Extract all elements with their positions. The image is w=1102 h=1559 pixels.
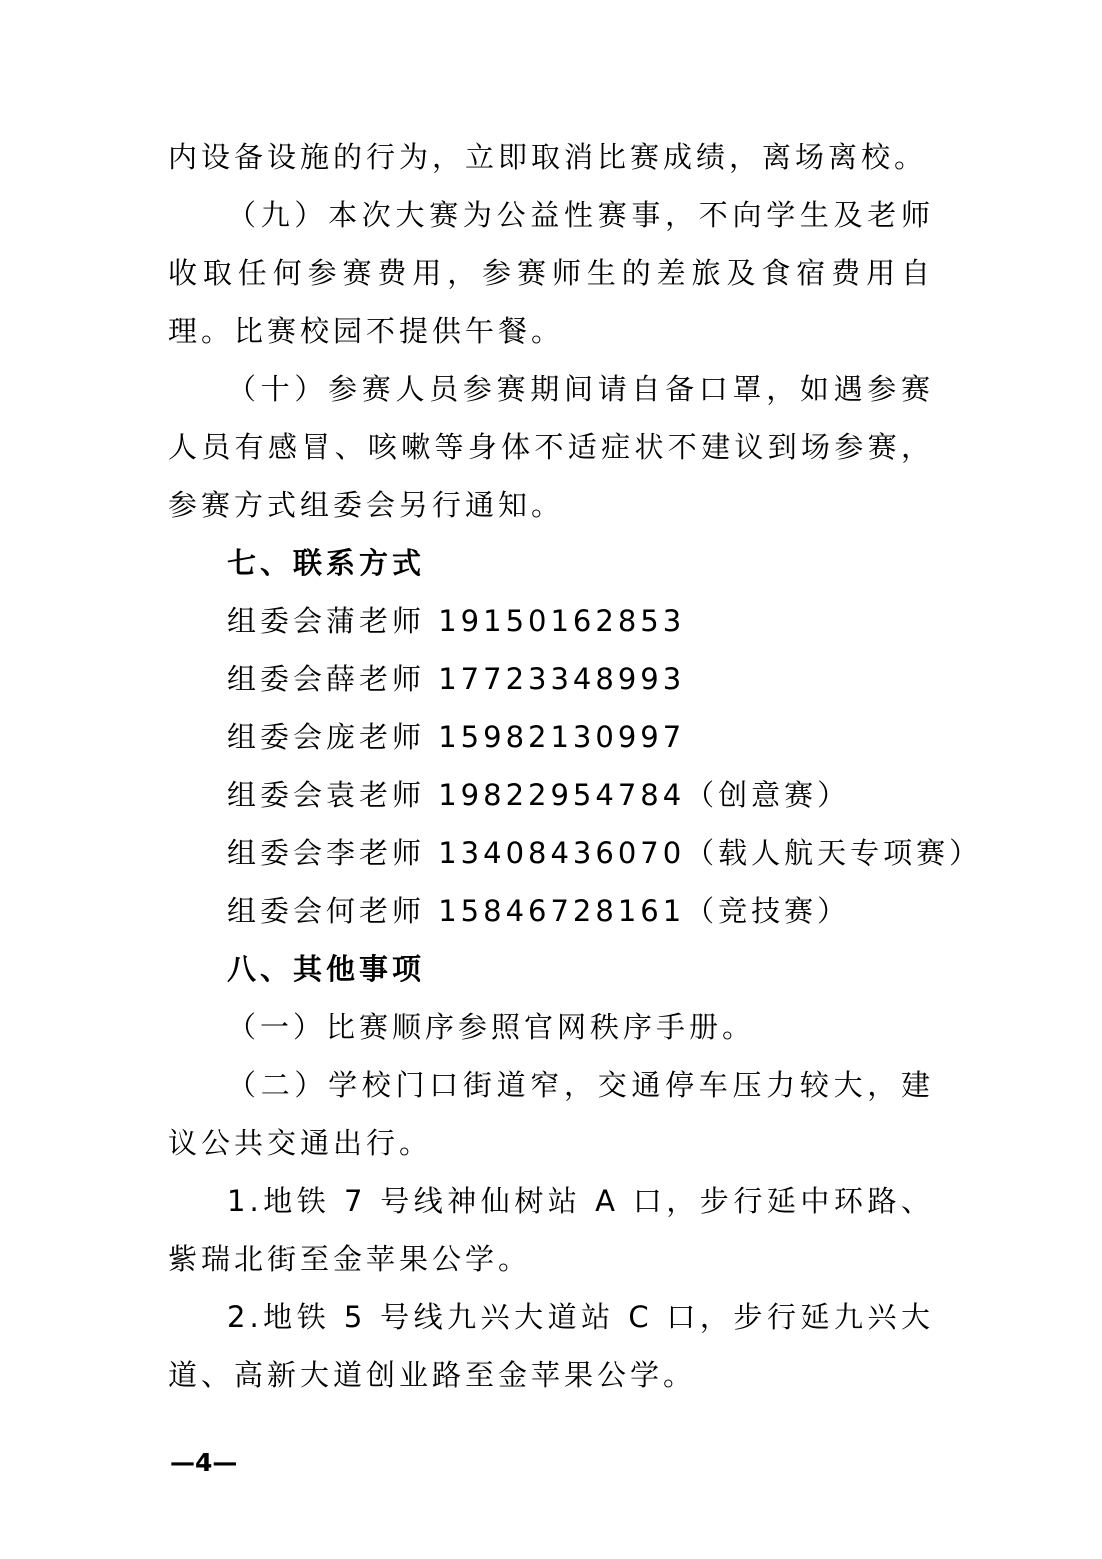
item-nine-paragraph: （九）本次大赛为公益性赛事，不向学生及老师收取任何参赛费用，参赛师生的差旅及食宿费用自理。比赛校园不提供午餐。 [168, 198, 934, 348]
route-one-paragraph: 1.地铁 7 号线神仙树站 A 口，步行延中环路、紫瑞北街至金苹果公学。 [168, 1184, 934, 1276]
contact-line: 组委会何老师 15846728161（竞技赛） [227, 894, 851, 928]
contact-line: 组委会蒲老师 19150162853 [227, 604, 686, 638]
page-number: —4— [170, 1448, 238, 1477]
continuation-line: 内设备设施的行为，立即取消比赛成绩，离场离校。 [168, 140, 928, 174]
document-page [168, 128, 983, 1404]
other-item-two-paragraph: （二）学校门口街道窄，交通停车压力较大，建议公共交通出行。 [168, 1068, 934, 1160]
contact-line: 组委会薛老师 17723348993 [227, 662, 686, 696]
route-two-paragraph: 2.地铁 5 号线九兴大道站 C 口，步行延九兴大道、高新大道创业路至金苹果公学。 [168, 1300, 934, 1392]
contact-line: 组委会庞老师 15982130997 [227, 720, 686, 754]
contact-line: 组委会袁老师 19822954784（创意赛） [227, 778, 851, 812]
item-ten-paragraph: （十）参赛人员参赛期间请自备口罩，如遇参赛人员有感冒、咳嗽等身体不适症状不建议到场参赛，参赛方式组委会另行通知。 [168, 372, 934, 522]
other-item-one: （一）比赛顺序参照官网秩序手册。 [227, 1010, 756, 1044]
contact-line: 组委会李老师 13408436070（载人航天专项赛） [227, 836, 983, 870]
section-eight-heading: 八、其他事项 [227, 952, 426, 986]
section-seven-heading: 七、联系方式 [227, 546, 426, 580]
